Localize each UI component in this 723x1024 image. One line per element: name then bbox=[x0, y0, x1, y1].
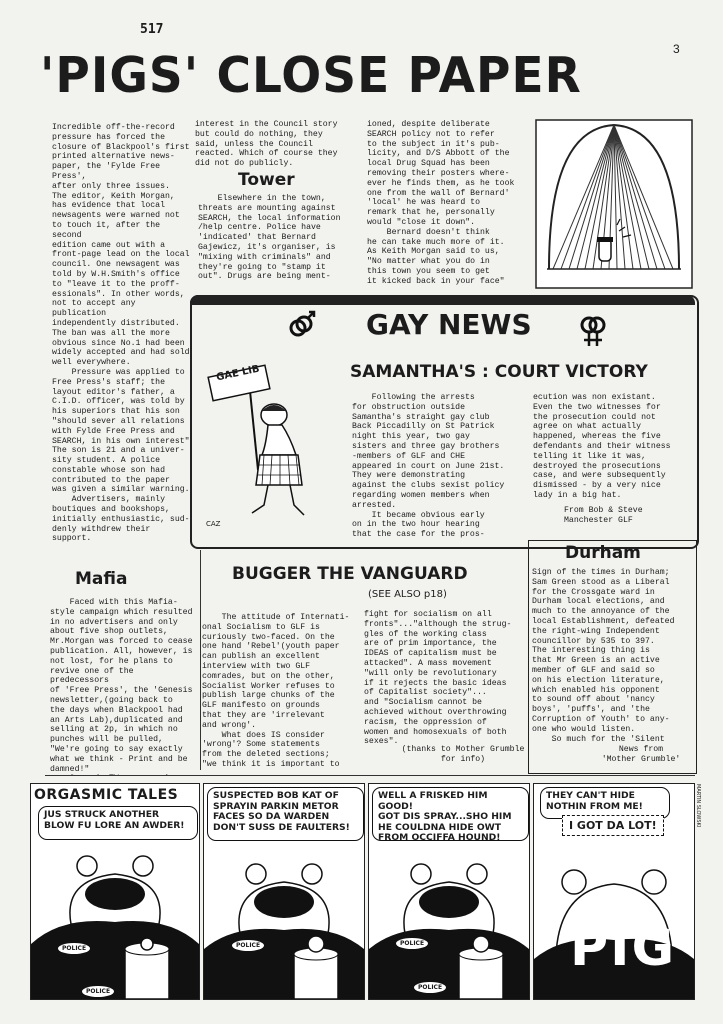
tower-heading: Tower bbox=[238, 170, 295, 190]
police-badge: POLICE bbox=[82, 986, 114, 997]
artist-signature: CAZ bbox=[206, 520, 221, 528]
female-symbol-icon bbox=[580, 315, 606, 349]
police-badge: POLICE bbox=[232, 940, 264, 951]
durham-credit: News from 'Mother Grumble' bbox=[601, 745, 681, 764]
gay-news-heading: GAY NEWS bbox=[366, 308, 532, 341]
samantha-heading: SAMANTHA'S : COURT VICTORY bbox=[350, 362, 648, 382]
comic-bubble-1: JUS STRUCK ANOTHER BLOW FU LORE AN AWDER! bbox=[38, 806, 198, 840]
vanguard-col2: fight for socialism on all fronts"..."although the strug- gles of the working class are of prim importance, the IDEAS of capitalism must be attacked". A mass movement "will only be revolutionary if it rejects the basic ideas of Capitalist society"... and "Socialism cannot be achieved without overthrowing racism, the oppression of women and homosexuals of both sexes". bbox=[364, 610, 512, 745]
comic-bubble-4: THEY CAN'T HIDE NOTHIN FROM ME! bbox=[540, 787, 670, 819]
headline: 'PIGS' CLOSE PAPER bbox=[40, 46, 582, 105]
samantha-col1: Following the arrests for obstruction outside Samantha's straight gay club Back Piccadilly on St Patrick night this year, two gay sisters and three gay brothers -members of GLF and CHE appeared in court on June 21st. They were demonstrating against the clubs sexist policy regarding women members when arrested. It became obvious early on in the two hour hearing that the case for the pros- bbox=[352, 393, 505, 538]
comic-divider bbox=[45, 775, 695, 776]
durham-body: Sign of the times in Durham; Sam Green stood as a Liberal for the Crossgate ward in Durham local elections, and much to the annoyance of the local Establishment, defeated the right-wing Independent councillor by 535 to 397. The interesting thing is that Mr Green is an active member of GLF and said so on his election literature, which enabled his opponent to sound off about 'nancy boys', 'puffs', and 'the Corruption of Youth' to any- one who would listen. So much for the 'Silent bbox=[532, 568, 675, 743]
police-badge: POLICE bbox=[396, 938, 428, 949]
male-symbol-icon bbox=[286, 310, 316, 340]
column-rule bbox=[200, 550, 201, 770]
samantha-credit: From Bob & Steve Manchester GLF bbox=[564, 506, 643, 525]
gay-news-top-bar bbox=[190, 295, 695, 305]
page-number-right: 3 bbox=[673, 42, 680, 56]
vanguard-heading: BUGGER THE VANGUARD bbox=[232, 564, 468, 584]
comic-burst: I GOT DA LOT! bbox=[562, 815, 664, 836]
page-number: 517 bbox=[140, 22, 164, 37]
vanguard-credit: (thanks to Mother Grumble for info) bbox=[401, 745, 525, 764]
lead-article-col1: Incredible off-the-record pressure has forced the closure of Blackpool's first printed alternative news- paper, the 'Fylde Free Press', after only three issues. The editor, Keith Morgan, has evidence that local newsagents were warned not to touch it, after the second edition came out with a front-page lead on the local council. One newsagent was told by W.H.Smith's office to "leave it to the proff- essionals". In other words, not to accept any publication independently distributed. The ban was all the more obvious since No.1 had been widely accepted and had sold well everywhere. Pressure was applied to Free Press's staff; the layout editor's father, a C.I.D. officer, was told by his superiors that his son "should sever all relations with Fylde Free Press and SEARCH, in his own interest" The son is 21 and a univer- sity student. A police constable whose son had contributed to the paper was given a similar warning. Advertisers, mainly boutiques and bookshops, initially enthusiastic, sud- denly withdrew their support. bbox=[52, 123, 190, 543]
cage-illustration bbox=[535, 119, 693, 289]
sign-text: GAE LIB bbox=[215, 363, 261, 384]
comic-bubble-3: WELL A FRISKED HIM GOOD! GOT DIS SPRAY...SHO HIM HE COULDNA HIDE OWT FROM OCCIFFA HOUND! bbox=[372, 787, 529, 841]
mafia-body: Faced with this Mafia- style campaign which resulted in no advertisers and only about five shop outlets, Mr.Morgan was forced to cease publication. All, however, is not lost, for he plans to revive one of the predecessors of 'Free Press', the 'Genesis newsletter,(going back to the days when Blackpool had an Arts Lab),duplicated and selling at 2p, in which no punches will be pulled, "We're going to say exactly what we think - Print and be damned!" bbox=[50, 598, 193, 774]
vanguard-col1: The attitude of Internati- onal Socialism to GLF is curiously two-faced. On the one hand 'Rebel'(youth paper can publish an excellent interview with two GLF comrades, but on the other, Socialist Worker refuses to publish large chunks of the GLF manifesto on grounds that they are 'irrelevant and wrong'. What does IS consider 'wrong'? Some statements from the deleted sections; "we think it is important to bbox=[202, 613, 350, 767]
lead-article-col2b: Elsewhere in the town, threats are mounting against SEARCH, the local information /help centre. Police have 'indicated' that Bernard Gajewicz, it's organiser, is "mixing with criminals" and they're going to "stamp it out". Drugs are being ment- bbox=[198, 194, 341, 282]
police-badge: POLICE bbox=[414, 982, 446, 993]
lead-article-col3: ioned, despite deliberate SEARCH policy not to refer to the subject in it's pub- licity, and D/S Abbott of the local Drug Squad has been removing their posters where- ever he finds them, as he took one from the wall of Bernard' 'local' he was heard to remark that he, personally would "close it down". Bernard doesn't think he can take much more of it. As Keith Morgan said to us, "No matter what you do in this town you seem to get it kicked back in your face" bbox=[367, 120, 515, 286]
police-badge: POLICE bbox=[58, 943, 90, 954]
comic-bubble-2: SUSPECTED BOB KAT OF SPRAYIN PARKIN METOR FACES SO DA WARDEN DON'T SUSS DE FAULTERS! bbox=[207, 787, 364, 841]
mafia-heading: Mafia bbox=[75, 569, 128, 589]
comic-title: ORGASMIC TALES bbox=[34, 787, 179, 803]
samantha-col2: ecution was non existant. Even the two witnesses for the prosecution could not agree on what actually happened, whereas the five defendants and their witness telling it like it was, destroyed the prosecutions case, and were subsequently dismissed - by a very nice lady in a big hat. bbox=[533, 393, 671, 500]
lead-article-col2: interest in the Council story but could do nothing, they said, unless the Council reacted. Which of course they did not do publicly. bbox=[195, 120, 338, 169]
see-also: (SEE ALSO p18) bbox=[368, 589, 447, 600]
durham-heading: Durham bbox=[565, 543, 641, 563]
pig-logo: PIG bbox=[570, 918, 677, 978]
comic-side-credit: MARTIN SLOWSKI bbox=[695, 784, 701, 828]
